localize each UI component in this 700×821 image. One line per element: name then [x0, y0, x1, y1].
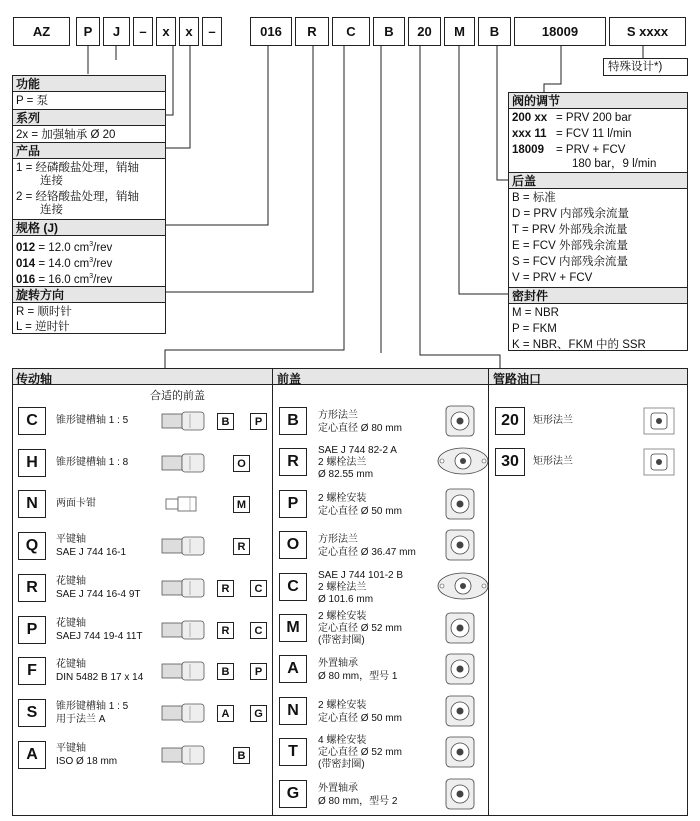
valve-item-3: 18009 = PRV + FCV: [512, 144, 626, 156]
front-cover-desc-line: Ø 82.55 mm: [318, 469, 374, 480]
shaft-desc-line: SAE J 744 16-4 9T: [56, 589, 141, 600]
code-cell-3: –: [133, 17, 153, 46]
special-design-label: 特殊设计*): [608, 61, 663, 73]
valve-item-1: 200 xx = PRV 200 bar: [512, 112, 632, 124]
code-cell-14: 18009: [514, 17, 606, 46]
front-cover-desc-line: Ø 101.6 mm: [318, 594, 374, 605]
valve-item-2: xxx 11 = FCV 11 l/min: [512, 128, 632, 140]
front-cover-code-p: P: [279, 490, 307, 518]
front-cover-desc-line: 定心直径 Ø 80 mm: [318, 423, 402, 434]
product-item-2: 2 = 经铬酸盐处理，销轴: [16, 191, 140, 203]
suitable-cover-r: R: [217, 622, 234, 639]
seal-item-p: P = FKM: [512, 323, 557, 335]
product-item-1-cont: 连接: [40, 175, 63, 187]
suitable-cover-a: A: [217, 705, 234, 722]
size-item-016: 016 = 16.0 $cm^3$/rev: [16, 273, 113, 286]
shaft-code-p: P: [18, 616, 46, 644]
code-cell-15: S xxxx: [609, 17, 686, 46]
shaft-drawing-icon: [160, 660, 208, 687]
front-cover-drawing-icon: [444, 777, 476, 816]
front-cover-desc-line: 2 螺栓安装: [318, 493, 367, 504]
code-cell-9: C: [332, 17, 370, 46]
front-cover-desc-line: 方形法兰: [318, 534, 358, 545]
front-cover-code-m: M: [279, 614, 307, 642]
suitable-cover-r: R: [233, 538, 250, 555]
size-item-014: 014 = 14.0 $cm^3$/rev: [16, 257, 113, 270]
line-port-title: 管路油口: [493, 372, 542, 386]
front-cover-desc-line: SAE J 744 82-2 A: [318, 445, 397, 456]
shaft-desc-line: SAE J 744 16-1: [56, 547, 127, 558]
front-cover-desc-line: 2 螺栓安装: [318, 611, 367, 622]
code-cell-2: J: [103, 17, 130, 46]
shaft-desc-line: 平键轴: [56, 534, 86, 545]
code-cell-8: R: [295, 17, 329, 46]
front-cover-drawing-icon: [444, 611, 476, 650]
shaft-code-c: C: [18, 407, 46, 435]
product-item-2-cont: 连接: [40, 204, 63, 216]
front-cover-code-n: N: [279, 697, 307, 725]
port-code-20: 20: [495, 407, 525, 435]
front-cover-code-a: A: [279, 655, 307, 683]
shaft-code-h: H: [18, 449, 46, 477]
suitable-cover-c: C: [250, 622, 267, 639]
front-cover-drawing-icon: [444, 735, 476, 774]
suitable-cover-c: C: [250, 580, 267, 597]
valve-item-4: 180 bar，9 l/min: [572, 158, 657, 170]
front-cover-desc-line: 4 螺栓安装: [318, 735, 367, 746]
shaft-code-n: N: [18, 490, 46, 518]
shaft-drawing-icon: [160, 493, 208, 520]
front-cover-desc-line: 定心直径 Ø 50 mm: [318, 713, 402, 724]
rotation-item-r: R = 顺时针: [16, 306, 72, 318]
front-cover-drawing-icon: [436, 445, 490, 482]
front-cover-desc-line: 定心直径 Ø 52 mm: [318, 747, 402, 758]
front-cover-drawing-icon: [436, 570, 490, 607]
port-flange-icon: [643, 407, 675, 440]
front-cover-desc-line: 2 螺栓安装: [318, 700, 367, 711]
shaft-desc-line: 花键轴: [56, 576, 86, 587]
suitable-cover-o: O: [233, 455, 250, 472]
shaft-desc-line: 花键轴: [56, 618, 86, 629]
rear-cover-header: 后盖: [508, 172, 688, 189]
suitable-cover-p: P: [250, 413, 267, 430]
code-cell-12: M: [444, 17, 475, 46]
product-header: 产品: [12, 142, 166, 159]
shaft-code-s: S: [18, 699, 46, 727]
shaft-drawing-icon: [160, 577, 208, 604]
shaft-desc-line: 锥形键槽轴 1 : 5: [56, 415, 129, 426]
front-cover-desc-line: 外置轴承: [318, 658, 358, 669]
valve-header: 阀的调节: [508, 92, 688, 109]
seal-item-m: M = NBR: [512, 307, 559, 319]
front-cover-desc-line: 定心直径 Ø 50 mm: [318, 506, 402, 517]
front-cover-desc-line: 定心直径 Ø 52 mm: [318, 623, 402, 634]
code-cell-13: B: [478, 17, 511, 46]
suitable-cover-b: B: [217, 413, 234, 430]
front-cover-desc-line: SAE J 744 101-2 B: [318, 570, 404, 581]
suitable-cover-b: B: [217, 663, 234, 680]
shaft-drawing-icon: [160, 452, 208, 479]
front-cover-title: 前盖: [277, 372, 302, 386]
function-item: P = 泵: [16, 95, 49, 107]
shaft-drawing-icon: [160, 535, 208, 562]
suitable-cover-p: P: [250, 663, 267, 680]
front-cover-code-b: B: [279, 407, 307, 435]
shaft-desc-line: ISO Ø 18 mm: [56, 756, 118, 767]
front-cover-drawing-icon: [444, 652, 476, 691]
shaft-desc-line: DIN 5482 B 17 x 14: [56, 672, 144, 683]
shaft-desc-line: 锥形键槽轴 1 : 5: [56, 701, 129, 712]
code-cell-4: x: [156, 17, 176, 46]
code-cell-1: P: [76, 17, 100, 46]
front-cover-desc-line: 2 螺栓法兰: [318, 457, 367, 468]
front-cover-code-g: G: [279, 780, 307, 808]
front-cover-desc-line: (带密封圈): [318, 635, 365, 646]
suitable-cover-m: M: [233, 496, 250, 513]
function-header: 功能: [12, 75, 166, 92]
front-cover-desc-line: (带密封圈): [318, 759, 365, 770]
shaft-drawing-icon: [160, 744, 208, 771]
front-cover-drawing-icon: [444, 487, 476, 526]
front-cover-code-t: T: [279, 738, 307, 766]
rotation-header: 旋转方向: [12, 286, 166, 303]
front-cover-drawing-icon: [444, 528, 476, 567]
port-code-30: 30: [495, 448, 525, 476]
shaft-desc-line: 锥形键槽轴 1 : 8: [56, 457, 129, 468]
front-cover-drawing-icon: [444, 404, 476, 443]
shaft-code-f: F: [18, 657, 46, 685]
shaft-desc-line: 花键轴: [56, 659, 86, 670]
rear-item-b: B = 标准: [512, 192, 556, 204]
front-cover-code-c: C: [279, 573, 307, 601]
shaft-desc-line: 用于法兰 A: [56, 714, 106, 725]
rotation-item-l: L = 逆时针: [16, 321, 70, 333]
shaft-code-a: A: [18, 741, 46, 769]
suitable-cover-g: G: [250, 705, 267, 722]
rear-item-t: T = PRV 外部残余流量: [512, 224, 628, 236]
seal-item-k: K = NBR、FKM 中的 SSR: [512, 339, 646, 351]
shaft-desc-line: 两面卡钳: [56, 498, 96, 509]
front-cover-code-o: O: [279, 531, 307, 559]
shaft-drawing-icon: [160, 410, 208, 437]
col-divider-1: [272, 368, 273, 816]
front-cover-drawing-icon: [444, 694, 476, 733]
front-cover-code-r: R: [279, 448, 307, 476]
size-item-012: 012 = 12.0 $cm^3$/rev: [16, 241, 113, 254]
suitable-cover-b: B: [233, 747, 250, 764]
front-cover-desc-line: 2 螺栓法兰: [318, 582, 367, 593]
front-cover-desc-line: Ø 80 mm，型号 1: [318, 671, 398, 682]
port-desc: 矩形法兰: [533, 456, 573, 467]
product-item-1: 1 = 经磷酸盐处理，销轴: [16, 162, 140, 174]
table-header-bar: [12, 368, 688, 385]
shaft-drawing-icon: [160, 619, 208, 646]
rear-item-v: V = PRV + FCV: [512, 272, 593, 284]
front-cover-desc-line: 外置轴承: [318, 783, 358, 794]
shaft-desc-line: 平键轴: [56, 743, 86, 754]
port-flange-icon: [643, 448, 675, 481]
suitable-cover-r: R: [217, 580, 234, 597]
code-cell-6: –: [202, 17, 222, 46]
series-item: 2x = 加强轴承 Ø 20: [16, 129, 116, 141]
size-header: 规格 (J): [12, 219, 166, 236]
code-cell-5: x: [179, 17, 199, 46]
series-header: 系列: [12, 109, 166, 126]
front-cover-desc-line: 方形法兰: [318, 410, 358, 421]
shaft-desc-line: SAEJ 744 19-4 11T: [56, 631, 143, 642]
front-cover-desc-line: 定心直径 Ø 36.47 mm: [318, 547, 416, 558]
rear-item-e: E = FCV 外部残余流量: [512, 240, 628, 252]
seal-header: 密封件: [508, 287, 688, 304]
front-cover-desc-line: Ø 80 mm，型号 2: [318, 796, 398, 807]
code-cell-0: AZ: [13, 17, 70, 46]
code-cell-7: 016: [250, 17, 292, 46]
code-cell-11: 20: [408, 17, 441, 46]
rear-item-d: D = PRV 内部残余流量: [512, 208, 630, 220]
code-cell-10: B: [373, 17, 405, 46]
drive-shaft-title: 传动轴: [16, 372, 53, 386]
shaft-code-q: Q: [18, 532, 46, 560]
shaft-code-r: R: [18, 574, 46, 602]
special-design-box: [603, 58, 688, 76]
shaft-drawing-icon: [160, 702, 208, 729]
rear-item-s: S = FCV 内部残余流量: [512, 256, 628, 268]
suitable-front-cover-label: 合适的前盖: [150, 390, 205, 402]
port-desc: 矩形法兰: [533, 415, 573, 426]
